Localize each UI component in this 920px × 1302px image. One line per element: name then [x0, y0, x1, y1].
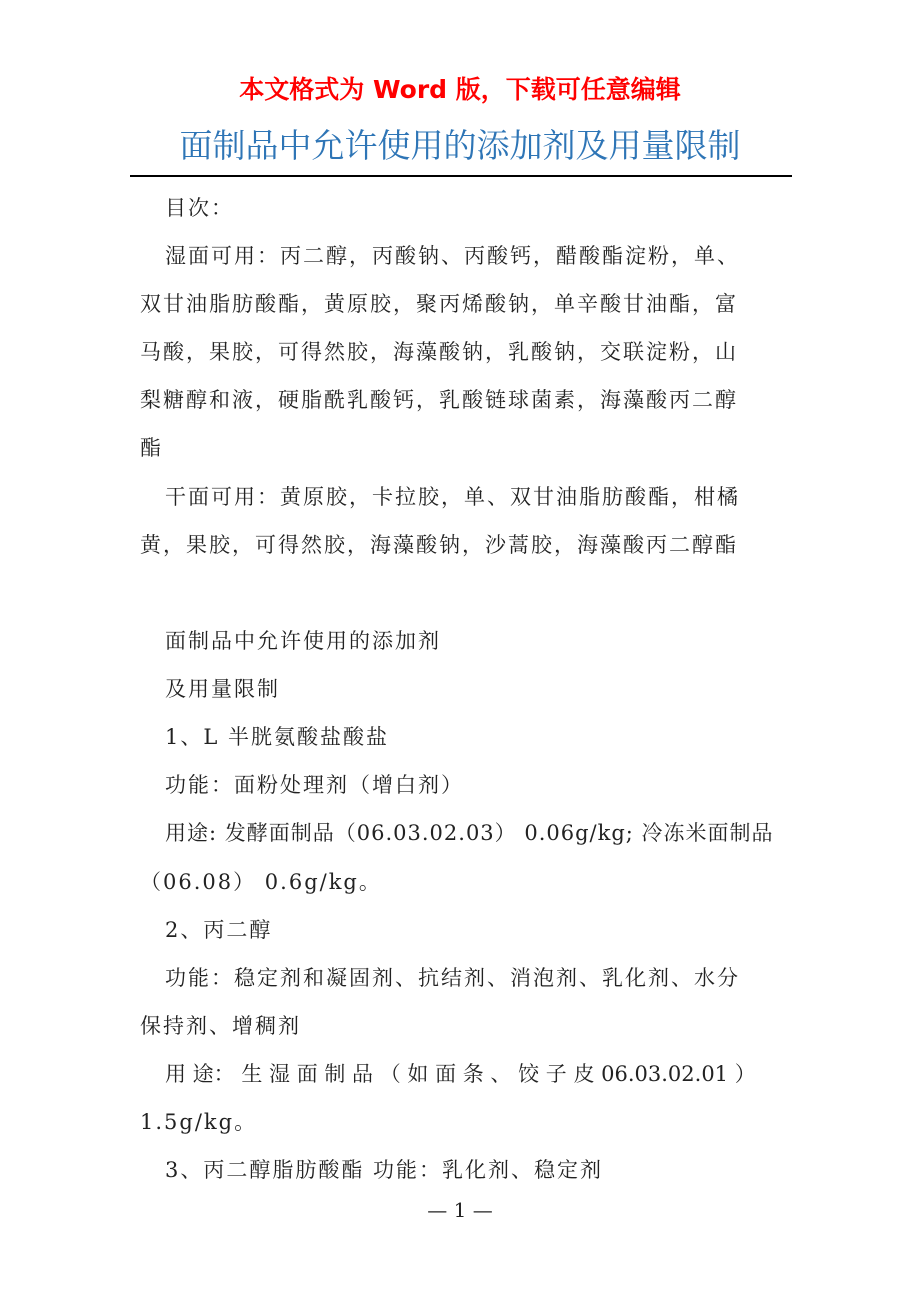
section-heading: 及用量限制 [165, 677, 280, 701]
paragraph-line: 马酸，果胶，可得然胶，海藻酸钠，乳酸钠，交联淀粉，山 [140, 340, 738, 364]
item-heading: 1、L 半胱氨酸盐酸盐 [165, 725, 389, 749]
title-divider [130, 175, 792, 177]
paragraph-line: 保持剂、增稠剂 [140, 1014, 301, 1038]
paragraph-line: 功能：稳定剂和凝固剂、抗结剂、消泡剂、乳化剂、水分 [165, 966, 740, 990]
paragraph-line: 用途: 发酵面制品（06.03.02.03） 0.06g/kg; 冷冻米面制品 [165, 821, 774, 845]
paragraph-line: 1.5g/kg。 [140, 1110, 258, 1134]
paragraph-line: 酯 [140, 436, 163, 460]
toc-label: 目次： [165, 196, 234, 220]
word-format-banner: 本文格式为 Word 版，下载可任意编辑 [239, 75, 681, 104]
document-title: 面制品中允许使用的添加剂及用量限制 [179, 126, 741, 165]
paragraph-line: 湿面可用：丙二醇，丙酸钠、丙酸钙，醋酸酯淀粉，单、 [165, 244, 740, 268]
page-number: — 1 — [427, 1198, 493, 1222]
paragraph-line: （06.08） 0.6g/kg。 [140, 870, 382, 894]
paragraph-line: 干面可用：黄原胶，卡拉胶，单、双甘油脂肪酸酯，柑橘 [165, 485, 740, 509]
paragraph-line: 用 途： 生 湿 面 制 品 （ 如 面 条 、 饺 子 皮 06.03.02.01 ） [165, 1062, 756, 1086]
item-heading: 3、丙二醇脂肪酸酯 功能：乳化剂、稳定剂 [165, 1158, 604, 1182]
paragraph-line: 双甘油脂肪酸酯，黄原胶，聚丙烯酸钠，单辛酸甘油酯，富 [140, 292, 738, 316]
section-heading: 面制品中允许使用的添加剂 [165, 629, 441, 653]
paragraph-line: 功能：面粉处理剂（增白剂） [165, 773, 464, 797]
paragraph-line: 黄，果胶，可得然胶，海藻酸钠，沙蒿胶，海藻酸丙二醇酯 [140, 533, 738, 557]
item-heading: 2、丙二醇 [165, 918, 273, 942]
paragraph-line: 梨糖醇和液，硬脂酰乳酸钙，乳酸链球菌素，海藻酸丙二醇 [140, 388, 738, 412]
